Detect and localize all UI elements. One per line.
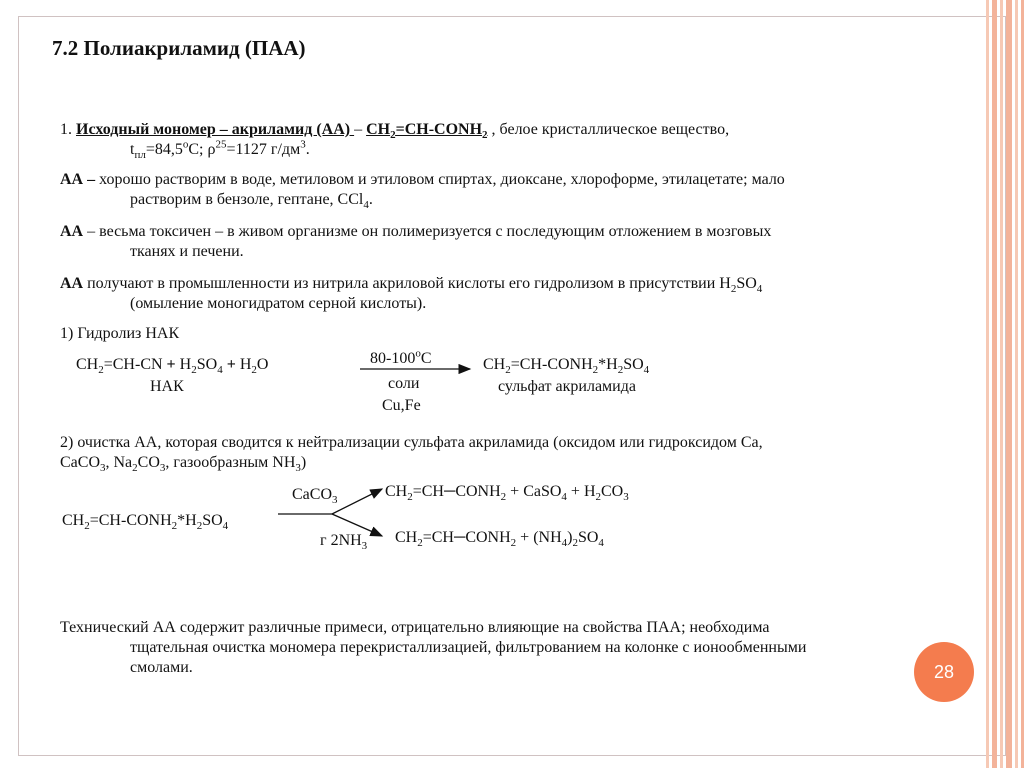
hydrolysis-reactants: $CH_2=CH-CN + H_2SO_4 + H_2O$ <box>76 356 269 377</box>
reagent-caco3: CaCO$_3$ <box>292 486 338 507</box>
slide-title: 7.2 Полиакриламид (ПАА) <box>52 36 306 60</box>
hydrolysis-heading: 1) Гидролиз НАК <box>60 325 180 342</box>
page-number-badge: 28 <box>914 642 974 702</box>
condition-salts: соли <box>388 375 420 392</box>
nak-label: НАК <box>150 378 184 395</box>
reagent-nh3: г $2NH_3$ <box>320 532 368 553</box>
hydrolysis-product-name: сульфат акриламида <box>498 378 636 395</box>
condition-temperature: $80-100^оС$ <box>370 347 432 367</box>
purification-product-2: $CH_2=CH─CONH_2 + (NH_4)_2SO_4$ <box>395 529 604 550</box>
paragraph-purification: 2) очистка АА, которая сводится к нейтрализации сульфата акриламида (оксидом или гидроксидом Са, CaCO$_3$, $Na_2CO_3$, газообразным $NH_3$) <box>60 434 763 475</box>
purification-product-1: $CH_2=CH─CONH_2$ + CaSO$_4$ + $H_2CO_3$ <box>385 483 629 504</box>
condition-catalyst: Cu,Fe <box>382 397 421 414</box>
paragraph-solubility: АА – хорошо растворим в воде, метиловом и этиловом спиртах, диоксане, хлороформе, этилацетате; мало растворим в бензоле, гептане, CCl$_4$. <box>60 171 785 212</box>
paragraph-toxicity: АА – весьма токсичен – в живом организме он полимеризуется с последующим отложением в мозговых тканях и печени. <box>60 223 772 260</box>
purification-arrow-down <box>332 514 382 536</box>
hydrolysis-product: $CH_2=CH-CONH_2*H_2SO_4$ <box>483 356 650 377</box>
paragraph-monomer: 1. Исходный мономер – акриламид $(АА) - CH_2=CH-CONH_2$ , белое кристаллическое вещество, $t_{пл}=84,5^оС$; $\rho^{25}=1127$ $г/дм^3$. <box>60 121 730 162</box>
paragraph-production: АА получают в промышленности из нитрила акриловой кислоты его гидролизом в присутствии $H_2SO_4$ (омыление моногидратом серной кислоты). <box>60 275 763 312</box>
purification-start: $CH_2=CH-CONH_2*H_2SO_4$ <box>62 512 229 533</box>
paragraph-technical: Технический АА содержит различные примеси, отрицательно влияющие на свойства ПАА; необходима тщательная очистка мономера перекристаллизацией, фильтрованием на колонке с ионообменными смолами. <box>60 619 807 676</box>
purification-arrow-up <box>332 489 382 514</box>
